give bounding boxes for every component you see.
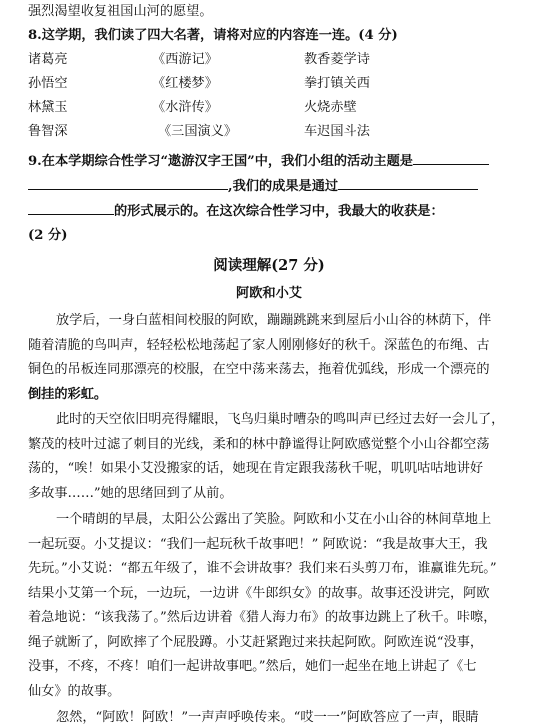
book-title: 《红楼梦》 <box>152 76 218 91</box>
story-line: 一起玩耍。小艾提议：“我们一起玩秋千故事吧！” 阿欧说：“我是故事大王，我 <box>28 536 488 552</box>
story-line: 荡的，“唉！如果小艾没搬家的话，她现在肯定跟我荡秋千呢，叽叽咕咕地讲好 <box>28 461 484 476</box>
story-line: 铜色的吊板连同那漂亮的校服，在空中荡来荡去，拖着优弧线，形成一个漂亮的 <box>28 362 490 377</box>
story-event: 拳打镇关西 <box>304 76 370 91</box>
story-last-visible-line: 忽然，“阿欧！阿欧！”一声声呼唤传来。“哎一一”阿欧答应了一声，眼睛 <box>56 710 479 725</box>
character-name: 孙悟空 <box>28 76 68 91</box>
story-line: 此时的天空依旧明亮得耀眼，飞鸟归巢时嘈杂的鸣叫声已经过去好一会儿了， <box>56 412 505 427</box>
story-title: 阿欧和小艾 <box>236 286 302 301</box>
book-title: 《水浒传》 <box>152 100 218 115</box>
section-title: 阅读理解(27 分) <box>213 257 325 274</box>
story-event: 教香菱学诗 <box>304 52 370 67</box>
answer-blank-format-cont[interactable] <box>28 200 114 215</box>
previous-question-tail <box>28 2 538 22</box>
question-9-line-3: 的形式展示的。在这次综合性学习中，我最大的收获是： <box>28 200 538 222</box>
story-line: 绳子就断了，阿欧摔了个屁股蹲。小艾赶紧跑过来扶起阿欧。阿欧连说“没事， <box>28 634 484 650</box>
answer-blank-format[interactable] <box>338 175 478 190</box>
story-paragraph <box>28 408 516 506</box>
character-name: 鲁智深 <box>28 124 68 139</box>
story-line: 一个晴朗的早晨，太阳公公露出了笑脸。阿欧和小艾在小山谷的林间草地上 <box>56 512 492 527</box>
story-line: 放学后，一身白蓝相间校服的阿欧，蹦蹦跳跳来到屋后小山谷的林荫下，伴 <box>56 313 492 328</box>
story-event: 车迟国斗法 <box>304 124 370 139</box>
question-9-line-2: ,我们的成果是通过 <box>28 175 538 197</box>
question-9-line-1: 9.在本学期综合性学习“遨游汉字王国”中，我们小组的活动主题是 <box>28 150 538 172</box>
story-line: 倒挂的彩虹。 <box>28 386 108 402</box>
question-8-title: 8.这学期，我们读了四大名著，请将对应的内容连一连。(4 分) <box>28 28 398 43</box>
character-name: 林黛玉 <box>28 100 68 115</box>
question-9-score: (2 分) <box>28 228 68 243</box>
story-line: 结果小艾第一个玩，一边玩，一边讲《牛郎织女》的故事。故事还没讲完，阿欧 <box>28 585 490 601</box>
story-line: 没事，不疼，不疼！咱们一起讲故事吧。”然后，她们一起坐在地上讲起了《七 <box>28 659 477 674</box>
top-line-text: 强烈渴望收复祖国山河的愿望。 <box>28 4 213 19</box>
book-title: 《三国演义》 <box>158 124 238 139</box>
story-event: 火烧赤壁 <box>304 100 357 115</box>
story-paragraph <box>28 508 516 704</box>
answer-blank-theme[interactable] <box>413 150 489 165</box>
book-title: 《西游记》 <box>152 52 218 67</box>
story-line: 多故事……”她的思绪回到了从前。 <box>28 485 233 501</box>
story-line: 繁茂的枝叶过滤了刺目的光线，柔和的林中静谧得让阿欧感觉整个小山谷都空荡 <box>28 436 490 452</box>
story-paragraph <box>28 309 516 407</box>
story-line: 着急地说：“该我荡了。”然后边讲着《猎人海力布》的故事边跳上了秋千。咔嚓， <box>28 610 497 625</box>
story-line: 仙女》的故事。 <box>28 683 121 699</box>
story-line: 随着清脆的鸟叫声，轻轻松松地荡起了家人刚刚修好的秋千。深蓝色的布绳、古 <box>28 337 490 353</box>
answer-blank-theme-cont[interactable] <box>28 175 228 190</box>
story-line: 先玩。”小艾说：“都五年级了，谁不会讲故事？我们来石头剪刀布，谁赢谁先玩。” <box>28 561 497 576</box>
character-name: 诸葛亮 <box>28 52 68 67</box>
